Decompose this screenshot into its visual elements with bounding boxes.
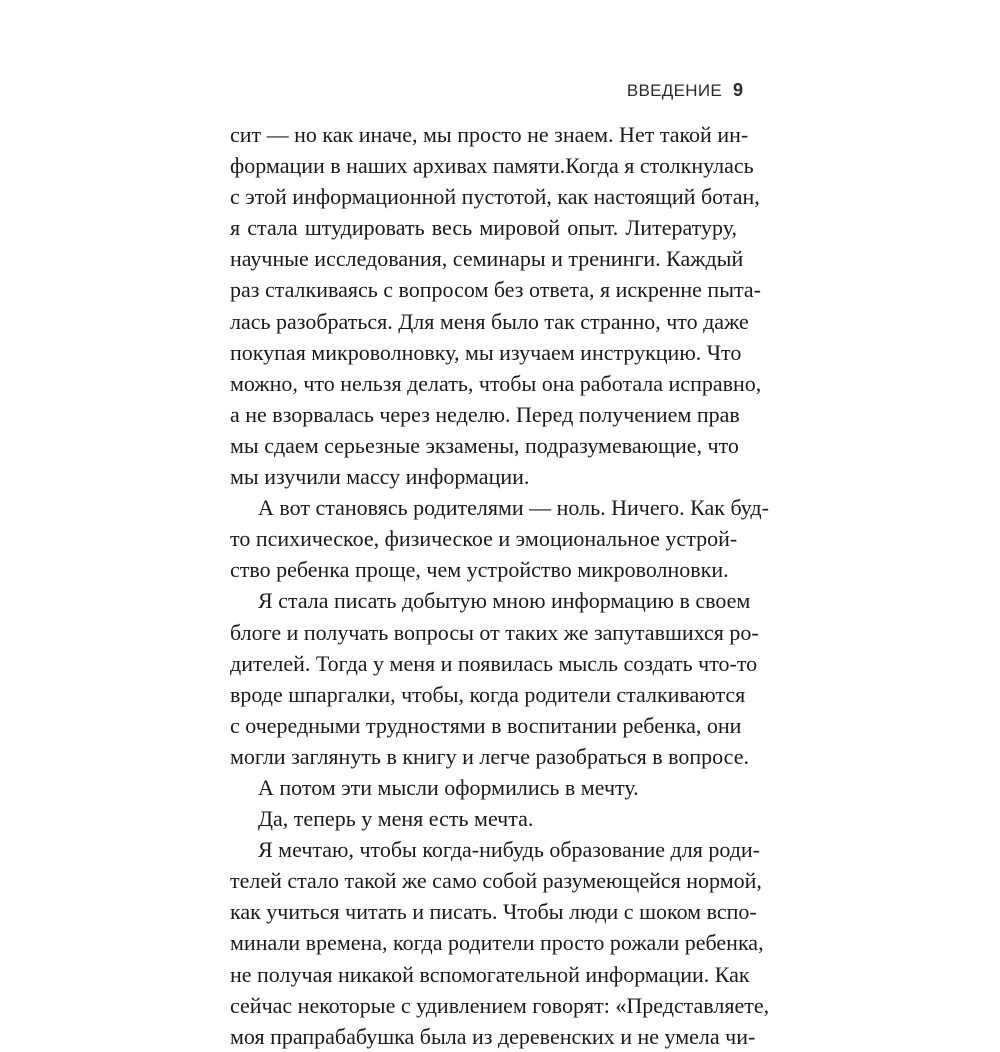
text-line: мы сдаем серьезные экзамены, подразумевающие, что (230, 432, 739, 458)
text-line: Да, теперь у меня есть мечта. (258, 806, 534, 832)
text-line: как учиться читать и писать. Чтобы люди с шоком вспо- (230, 899, 757, 925)
text-line: мы изучили массу информации. (230, 464, 530, 490)
paragraph-4 (230, 772, 737, 803)
text-line: сейчас некоторые с удивлением говорят: «Представляете, (230, 992, 770, 1018)
text-line: моя прапрабабушка была из деревенских и не умела чи- (230, 1023, 756, 1049)
paragraph-6 (230, 834, 770, 1052)
text-line: с этой информационной пустотой, как настоящий ботан, (230, 184, 760, 210)
text-line: минали времена, когда родители просто рожали ребенка, (230, 930, 764, 956)
paragraph-3 (230, 585, 759, 772)
text-line: научные исследования, семинары и тренинги. Каждый (230, 246, 744, 272)
text-line: телей стало такой же само собой разумеющейся нормой, (230, 868, 762, 894)
text-line: лась разобраться. Для меня было так странно, что даже (230, 308, 749, 334)
text-line: Я мечтаю, чтобы когда-нибудь образование для роди- (258, 837, 760, 863)
text-line: формации в наших архивах памяти.Когда я столкнулась (230, 153, 754, 179)
paragraph-1 (230, 119, 762, 492)
running-header (627, 80, 743, 101)
page-number: 9 (732, 80, 743, 100)
text-line: сит — но как иначе, мы просто не знаем. Нет такой ин- (230, 122, 749, 147)
text-line: то психическое, физическое и эмоциональное устрой- (230, 526, 738, 552)
paragraph-5 (230, 803, 737, 834)
section-title: ВВЕДЕНИЕ (626, 81, 722, 100)
text-line: дителей. Тогда у меня и появилась мысль создать что-то (230, 650, 758, 676)
text-line: а не взорвалась через неделю. Перед получением прав (230, 401, 740, 427)
text-line: А потом эти мысли оформились в мечту. (258, 774, 639, 800)
body-text (230, 119, 770, 1052)
text-line: можно, что нельзя делать, чтобы она работала исправно, (230, 370, 762, 396)
text-line: не получая никакой вспомогательной информации. Как (230, 961, 750, 987)
text-line: А вот становясь родителями — ноль. Ничего. Как буд- (258, 495, 769, 521)
text-line: Я стала писать добытую мною информацию в своем (258, 588, 751, 614)
paragraph-2 (230, 492, 769, 585)
text-line: с очередными трудностями в воспитании ребенка, они (230, 712, 742, 738)
text-line: вроде шпаргалки, чтобы, когда родители сталкиваются (230, 681, 746, 707)
text-line: покупая микроволновку, мы изучаем инструкцию. Что (230, 339, 742, 365)
text-line: могли заглянуть в книгу и легче разобраться в вопросе. (230, 743, 749, 769)
text-line: я стала штудировать весь мировой опыт. Литературу, (230, 215, 737, 241)
text-line: ство ребенка проще, чем устройство микроволновки. (230, 557, 729, 583)
text-line: раз сталкиваясь с вопросом без ответа, я искренне пыта- (230, 277, 761, 303)
text-line: блоге и получать вопросы от таких же запутавшихся ро- (230, 619, 759, 645)
